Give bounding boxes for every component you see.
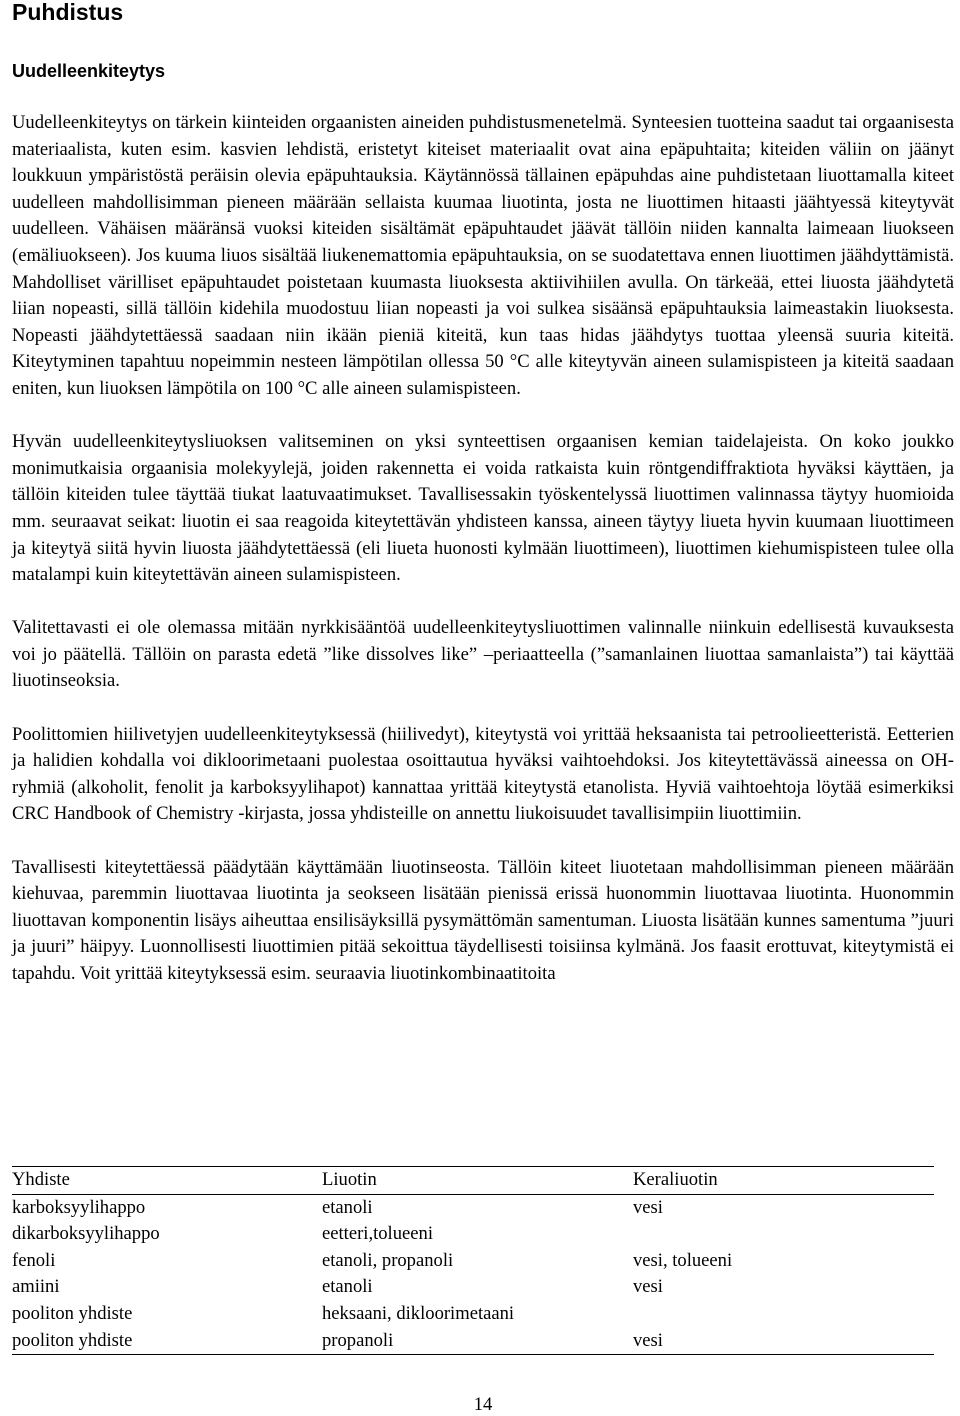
cell-compound: fenoli [12,1249,56,1271]
cell-solvent: eetteri,tolueeni [322,1223,433,1245]
solvent-table [12,1166,934,1355]
cell-compound: karboksyylihappo [12,1196,146,1218]
section-subtitle: Uudelleenkiteytys [12,61,166,81]
paragraph-2: Hyvän uudelleenkiteytysliuoksen valitseminen on yksi synteettisen orgaanisen kemian taidelajeista. On koko joukko monimutkaisia orgaanisia molekyylejä, joiden rakennetta ei voida ratkaista kuin röntgendiffraktiota hyväksi käyttäen, ja tällöin kiteiden tulee täyttää tiukat laatuvaatimukset. Tavallisessakin työskentelyssä liuottimen valinnassa täytyy huomioida mm. seuraavat seikat: liuotin ei saa reagoida kiteytettävän yhdisteen kanssa, aineen täytyy liueta hyvin kuumaan liuottimeen ja kiteytyä siitä hyvin liuosta jäähdytettäessä (eli liueta huonosti kylmään liuottimeen), liuottimen kiehumispisteen tulee olla matalampi kuin kiteytettävän aineen sulamispisteen. [12,431,954,586]
cell-co-solvent [633,1301,934,1328]
header-co-solvent: Keraliuotin [633,1169,718,1190]
table-header-row [12,1167,934,1195]
paragraph-5: Tavallisesti kiteytettäessä päädytään käyttämään liuotinseosta. Tällöin kiteet liuotetaan mahdollisimman pieneen määrään kiehuvaa, paremmin liuottavaa liuotinta ja seokseen lisätään pienissä erissä huonommin liuottavaa liuotinta. Huonommin liuottavan komponentin lisäys aiheuttaa ensilisäyksillä pysymättömän samentuman. Liuosta lisätään kunnes samentuma ”juuri ja juuri” häipyy. Luonnollisesti liuottimien pitää sekoittua täydellisesti toisiinsa kylmänä. Jos faasit erottuvat, kiteytymistä ei tapahdu. Voit yrittää kiteytyksessä esim. seuraavia liuotinkombinaatitoita [12,856,954,984]
paragraph-1: Uudelleenkiteytys on tärkein kiinteiden orgaanisten aineiden puhdistusmenetelmä. Synteesien tuotteina saadut tai orgaanisesta materiaalista, kuten esim. kasvien lehdistä, eristetyt kiteiset materiaalit ovat aina epäpuhtaita; kiteiden väliin on jäänyt loukkuun ympäristöstä peräisin olevia epäpuhtauksia. Käytännössä tällainen epäpuhdas aine puhdistetaan liuottamalla kiteet uudelleen mahdollisimman pieneen määrään sellaista kuumaa liuotinta, josta ne liuottimen hitaasti jäähtyessä kiteytyvät uudelleen. Vähäisen määränsä vuoksi kiteiden sisältämät epäpuhtaudet jäävät tällöin niiden kannalta laimeaan liuokseen (emäliuokseen). Jos kuuma liuos sisältää liukenemattomia epäpuhtauksia, on se suodatettava ennen liuottimen jäähdyttämistä. Mahdolliset värilliset epäpuhtaudet poistetaan kuumasta liuoksesta aktiivihiilen avulla. On tärkeää, ettei liuosta jäähdytetä liian nopeasti, sillä tällöin kidehila muodostuu liian nopeasti ja voi sulkea sisäänsä epäpuhtauksia laimeastakin liuoksesta. Nopeasti jäähdytettäessä saadaan niin ikään pieniä kiteitä, kun taas hidas jäähdytys tuottaa yleensä suuria kiteitä. Kiteytyminen tapahtuu nopeimmin nesteen lämpötilan ollessa 50 °C alle kiteytyvän aineen sulamispisteen ja kiteitä saadaan eniten, kun liuoksen lämpötila on 100 °C alle aineen sulamispisteen. [12,112,954,399]
cell-compound: amiini [12,1276,60,1298]
cell-solvent: heksaani, dikloorimetaani [322,1302,515,1324]
cell-solvent: propanoli [322,1329,394,1351]
cell-solvent: etanoli [322,1276,373,1298]
header-solvent: Liuotin [322,1169,377,1190]
table-row [12,1328,934,1355]
header-compound: Yhdiste [12,1169,70,1190]
page-number: 14 [473,1394,493,1415]
cell-co-solvent: vesi [633,1276,663,1298]
document-body [12,110,954,1014]
cell-compound: pooliton yhdiste [12,1302,133,1324]
cell-co-solvent: vesi, tolueeni [633,1249,733,1271]
table-row [12,1301,934,1328]
cell-solvent: etanoli [322,1196,373,1218]
table-row [12,1194,934,1221]
paragraph-4: Poolittomien hiilivetyjen uudelleenkiteytyksessä (hiilivedyt), kiteytystä voi yrittää heksaanista tai petroolieetteristä. Eetterien ja halidien kohdalla voi dikloorimetaani puolestaa osoittautua hyväksi vaihtoehdoksi. Jos kiteytettävässä aineessa on OH-ryhmiä (alkoholit, fenolit ja karboksyylihapot) kannattaa yrittää kiteytystä etanolista. Hyviä vaihtoehtoja löytää esimerkiksi CRC Handbook of Chemistry -kirjasta, jossa yhdisteille on annettu liukoisuudet tavallisimpiin liuottimiin. [12,723,954,825]
cell-co-solvent: vesi [633,1329,663,1351]
table-row [12,1221,934,1248]
cell-co-solvent: vesi [633,1196,663,1218]
page-title: Puhdistus [12,0,124,25]
table-row [12,1248,934,1275]
cell-compound: dikarboksyylihappo [12,1223,160,1245]
cell-solvent: etanoli, propanoli [322,1249,454,1271]
cell-compound: pooliton yhdiste [12,1329,133,1351]
cell-co-solvent [633,1221,934,1248]
paragraph-3: Valitettavasti ei ole olemassa mitään nyrkkisääntöä uudelleenkiteytysliuottimen valinnalle niinkuin edellisestä kuvauksesta voi jo päätellä. Tällöin on parasta edetä ”like dissolves like” –periaatteella (”samanlainen liuottaa samanlaista”) tai käyttää liuotinseoksia. [12,617,954,692]
table-row [12,1274,934,1301]
